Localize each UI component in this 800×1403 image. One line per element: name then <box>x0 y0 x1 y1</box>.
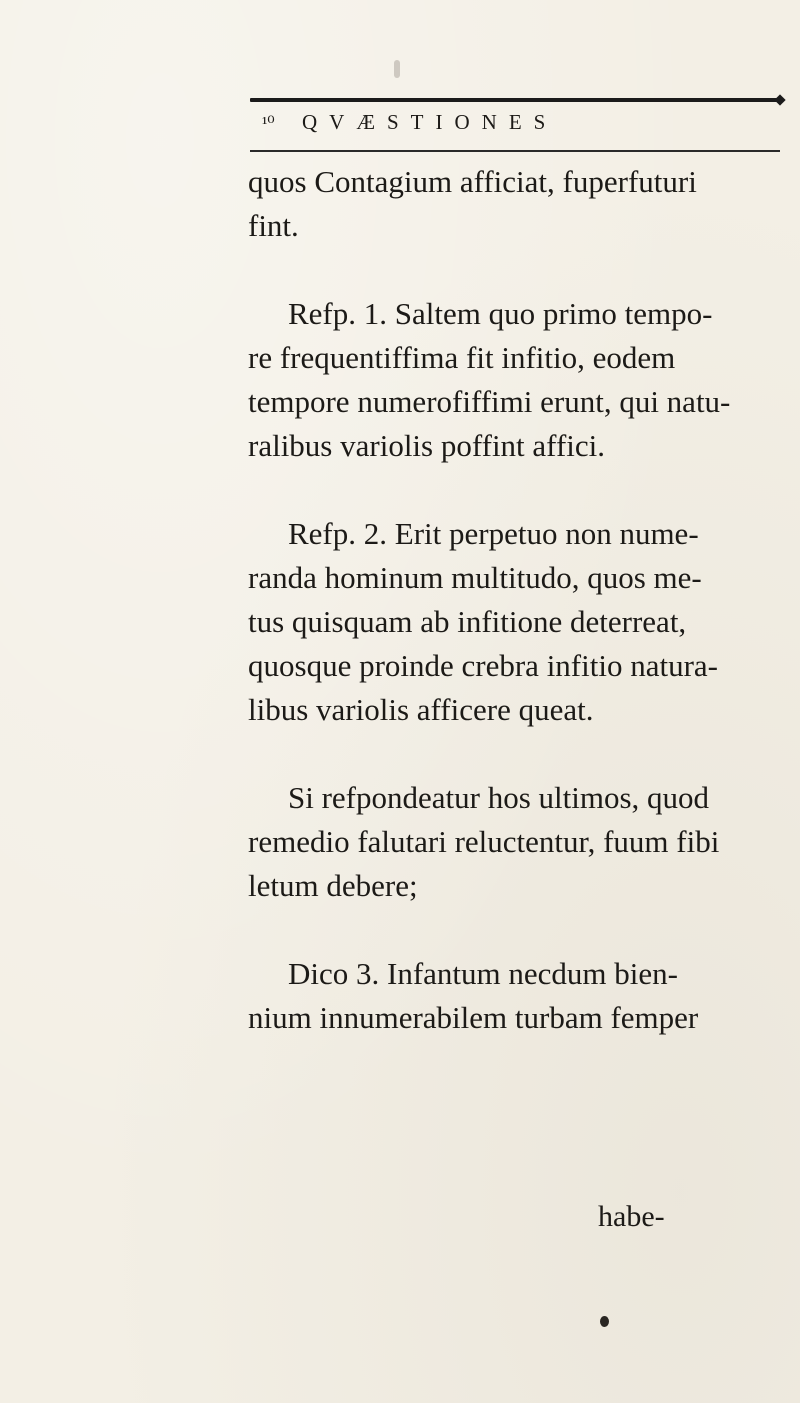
text-line: Refp. 1. Saltem quo primo tempo- <box>288 296 713 331</box>
text-line: quos Contagium afficiat, fuperfuturi <box>248 164 697 199</box>
paragraph-continuation <box>248 160 788 248</box>
header-top-rule <box>250 98 780 102</box>
ink-speck <box>600 1316 609 1327</box>
text-line: letum debere; <box>248 868 418 903</box>
paragraph-gap <box>248 248 788 292</box>
text-line: quosque proinde crebra infitio natura- <box>248 648 718 683</box>
paragraph-gap <box>248 468 788 512</box>
running-head-title: QVÆSTIONES <box>302 110 558 134</box>
paper-blemish <box>394 60 400 78</box>
text-line: fint. <box>248 208 299 243</box>
text-line: randa hominum multitudo, quos me- <box>248 560 702 595</box>
paragraph-response-1 <box>248 292 788 468</box>
text-line: tempore numerofiffimi erunt, qui natu- <box>248 384 731 419</box>
body-text <box>248 160 788 1040</box>
text-line: remedio falutari reluctentur, fuum fibi <box>248 824 720 859</box>
paragraph-objection <box>248 776 788 908</box>
text-line: Dico 3. Infantum necdum bien- <box>288 956 678 991</box>
catchword: habe- <box>598 1200 665 1233</box>
page-number: ¹⁰ <box>262 113 275 133</box>
text-line: tus quisquam ab infitione deterreat, <box>248 604 687 639</box>
paragraph-response-2 <box>248 512 788 732</box>
text-line: ralibus variolis poffint affici. <box>248 428 605 463</box>
text-line: Refp. 2. Erit perpetuo non nume- <box>288 516 699 551</box>
paragraph-dico-3 <box>248 952 788 1040</box>
text-line: Si refpondeatur hos ultimos, quod <box>288 780 710 815</box>
header-bottom-rule <box>250 150 780 152</box>
running-head <box>262 110 557 140</box>
text-line: nium innumerabilem turbam femper <box>248 1000 699 1035</box>
text-line: re frequentiffima fit infitio, eodem <box>248 340 676 375</box>
text-line: libus variolis afficere queat. <box>248 692 594 727</box>
paragraph-gap <box>248 908 788 952</box>
paragraph-gap <box>248 732 788 776</box>
